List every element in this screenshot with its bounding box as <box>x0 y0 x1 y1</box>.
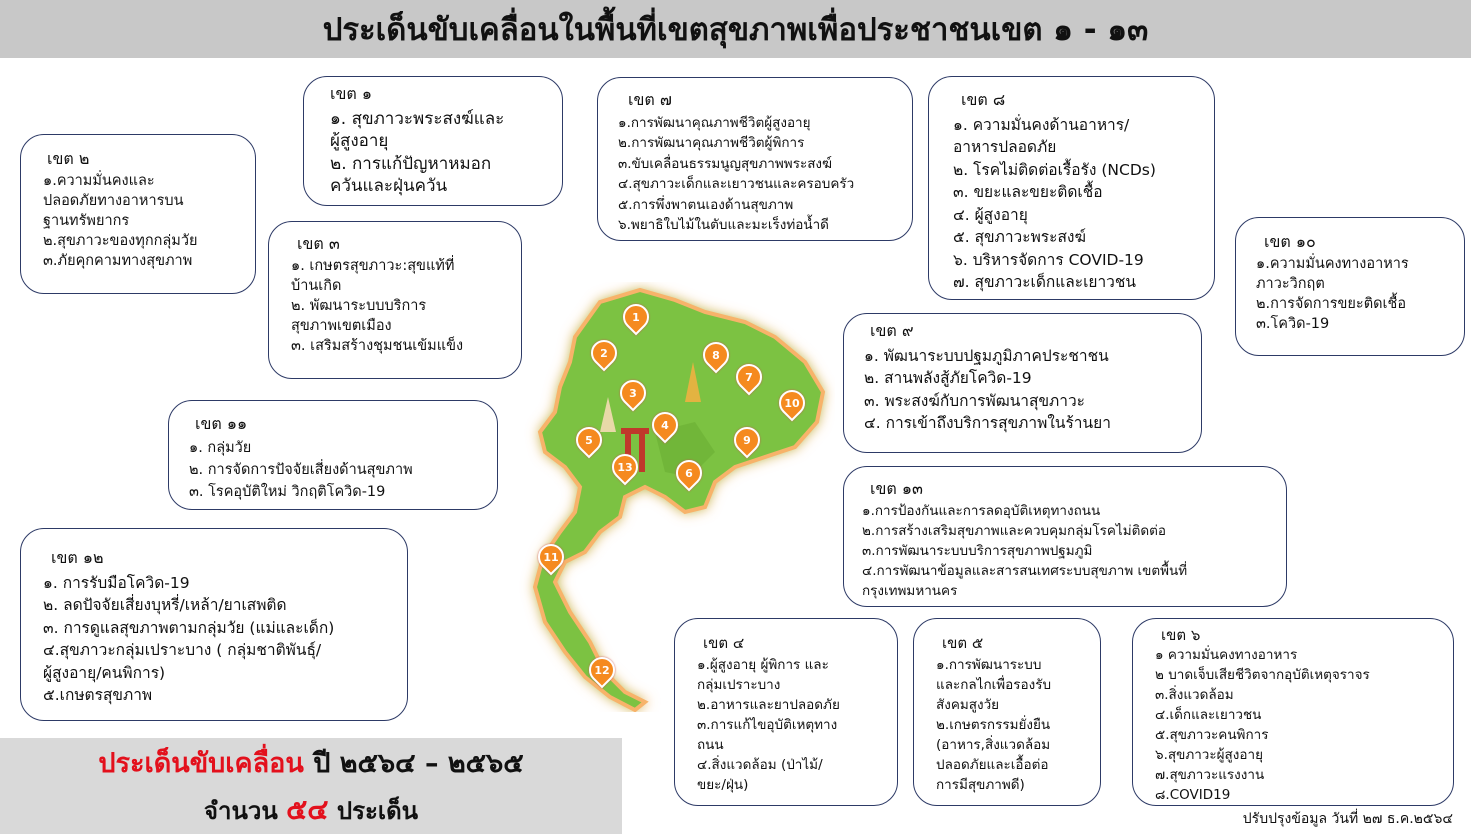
list-item: ๓. การดูแลสุขภาพตามกลุ่มวัย (แม่และเด็ก) <box>43 618 335 637</box>
list-item: ๗. สุขภาวะเด็กและเยาวชน <box>953 273 1136 291</box>
region-heading: เขต ๑๑ <box>195 414 248 433</box>
region-6-box <box>1132 618 1454 806</box>
region-2-box <box>20 134 256 294</box>
region-list <box>864 345 1193 435</box>
region-3-box <box>268 221 522 379</box>
list-item: ๒. ลดปัจจัยเสี่ยงบุหรี่/เหล้า/ยาเสพติด <box>43 596 287 614</box>
list-item: ๒. พัฒนาระบบบริการ สุขภาพเขตเมือง <box>291 298 427 334</box>
list-item: ๑.การพัฒนาคุณภาพชีวิตผู้สูงอายุ <box>618 114 811 131</box>
map-pin-5: 5 <box>571 422 608 459</box>
region-list <box>189 437 489 503</box>
list-item: ๑ ความมั่นคงทางอาหาร <box>1155 647 1298 663</box>
map-pin-8: 8 <box>698 337 735 374</box>
region-heading: เขต ๘ <box>961 90 1006 109</box>
region-9-box <box>843 313 1202 453</box>
region-heading: เขต ๑๓ <box>870 479 923 498</box>
region-heading: เขต ๓ <box>297 234 340 253</box>
list-item: ๓. พระสงฆ์กับการพัฒนาสุขภาวะ <box>864 391 1086 410</box>
updated-note: ปรับปรุงข้อมูล วันที่ ๒๗ ธ.ค.๒๕๖๔ <box>1242 811 1453 827</box>
region-list <box>291 256 513 356</box>
region-12-box <box>20 528 408 721</box>
list-item: ๒.การสร้างเสริมสุขภาพและควบคุมกลุ่มโรคไม่ติดต่อ <box>862 523 1167 539</box>
region-heading: เขต ๔ <box>703 634 745 652</box>
list-item: ๒.สุขภาวะของทุกกลุ่มวัย <box>43 233 198 249</box>
summary-line-1 <box>98 741 523 784</box>
list-item: ๒ บาดเจ็บเสียชีวิตจากอุบัติเหตุจราจร <box>1155 667 1370 683</box>
region-list <box>1256 254 1456 334</box>
summary-box <box>0 738 622 834</box>
list-item: ๖.สุขภาวะผู้สูงอายุ <box>1155 747 1263 763</box>
region-10-box <box>1235 217 1465 356</box>
list-item: ๓.การแก้ไขอุบัติเหตุทาง ถนน <box>697 717 838 753</box>
region-list <box>618 113 904 236</box>
list-item: ๓.ภัยคุกคามทางสุขภาพ <box>43 253 193 269</box>
list-item: ๘.COVID19 <box>1155 787 1231 803</box>
region-heading: เขต ๑๒ <box>51 548 104 567</box>
list-item: ๔.สุขภาวะเด็กและเยาวชนและครอบครัว <box>618 176 855 192</box>
region-list <box>43 572 399 707</box>
list-item: ๕. สุขภาวะพระสงฆ์ <box>953 228 1086 246</box>
list-item: ๒.การจัดการขยะติดเชื้อ <box>1256 296 1407 312</box>
region-heading: เขต ๕ <box>942 634 984 652</box>
list-item: ๒.การพัฒนาคุณภาพชีวิตผู้พิการ <box>618 135 805 151</box>
map-pin-6: 6 <box>671 455 708 492</box>
summary-year: ปี ๒๕๖๔ – ๒๕๖๕ <box>303 747 524 779</box>
summary-highlight: ประเด็นขับเคลื่อน <box>98 747 304 779</box>
map-pin-2: 2 <box>586 335 623 372</box>
region-heading: เขต ๗ <box>628 90 672 109</box>
list-item: ๓.ขับเคลื่อนธรรมนูญสุขภาพพระสงฆ์ <box>618 155 833 172</box>
list-item: ๔. ผู้สูงอายุ <box>953 205 1028 224</box>
region-5-box <box>913 618 1101 806</box>
region-heading: เขต ๑ <box>330 84 373 103</box>
list-item: ๓.สิ่งแวดล้อม <box>1155 687 1234 703</box>
list-item: ๑. การรับมือโควิด-19 <box>43 573 190 592</box>
list-item: ๗.สุขภาวะแรงงาน <box>1155 767 1265 783</box>
region-heading: เขต ๙ <box>870 321 914 340</box>
list-item: ๒. โรคไม่ติดต่อเรื้อรัง (NCDs) <box>953 160 1156 179</box>
region-list <box>330 108 552 198</box>
region-7-box <box>597 77 913 241</box>
list-item: ๕.เกษตรสุขภาพ <box>43 686 153 704</box>
list-item: ๑.การพัฒนาระบบ และกลไกเพื่อรองรับ สังคมสูงวัย <box>936 657 1052 713</box>
summary-count-unit: ประเด็น <box>328 796 419 825</box>
map-pin-7: 7 <box>731 359 768 396</box>
list-item: ๑.การป้องกันและการลดอุบัติเหตุทางถนน <box>862 503 1101 519</box>
list-item: ๒. สานพลังสู้ภัยโควิด-19 <box>864 369 1032 387</box>
list-item: ๖.พยาธิใบไม้ในตับและมะเร็งท่อน้ำดี <box>618 217 829 233</box>
region-heading: เขต ๖ <box>1161 626 1201 644</box>
region-1-box <box>303 76 563 206</box>
list-item: ๒. การจัดการปัจจัยเสี่ยงด้านสุขภาพ <box>189 462 413 478</box>
list-item: ๓.การพัฒนาระบบบริการสุขภาพปฐมภูมิ <box>862 543 1093 559</box>
region-13-box <box>843 466 1287 607</box>
list-item: ๑. สุขภาวะพระสงฆ์และ ผู้สูงอายุ <box>330 108 505 151</box>
list-item: ๑.ความมั่นคงและ ปลอดภัยทางอาหารบน ฐานทรัพยากร <box>43 173 184 229</box>
list-item: ๒.เกษตรกรรมยั่งยืน (อาหาร,สิ่งแวดล้อม ปลอดภัยและเอื้อต่อ การมีสุขภาพดี) <box>936 717 1051 793</box>
region-11-box <box>168 400 498 510</box>
list-item: ๔.สุขภาวะกลุ่มเปราะบาง ( กลุ่มชาติพันธุ์/ ผู้สูงอายุ/คนพิการ) <box>43 641 322 682</box>
list-item: ๑. เกษตรสุขภาวะ:สุขแท้ที่ บ้านเกิด <box>291 258 455 294</box>
list-item: ๔.สิ่งแวดล้อม (ป่าไม้/ ขยะ/ฝุ่น) <box>697 757 823 793</box>
region-heading: เขต ๒ <box>47 149 90 168</box>
list-item: ๖. บริหารจัดการ COVID-19 <box>953 250 1144 269</box>
region-list <box>43 171 247 271</box>
map-pin-13: 13 <box>607 449 644 486</box>
region-list <box>936 655 1094 795</box>
list-item: ๑.ผู้สูงอายุ ผู้พิการ และ กลุ่มเปราะบาง <box>697 657 829 693</box>
region-heading: เขต ๑๐ <box>1264 232 1316 251</box>
list-item: ๓. เสริมสร้างชุมชนเข้มแข็ง <box>291 338 464 354</box>
page-title: ประเด็นขับเคลื่อนในพื้นที่เขตสุขภาพเพื่อประชาชนเขต ๑ - ๑๓ <box>322 12 1149 48</box>
list-item: ๕.สุขภาวะคนพิการ <box>1155 727 1269 743</box>
list-item: ๑. พัฒนาระบบปฐมภูมิภาคประชาชน <box>864 346 1109 365</box>
summary-count-label: จำนวน <box>203 796 287 825</box>
region-8-box <box>928 76 1215 300</box>
list-item: ๒.อาหารและยาปลอดภัย <box>697 697 840 713</box>
list-item: ๑.ความมั่นคงทางอาหาร ภาวะวิกฤต <box>1256 256 1409 292</box>
list-item: ๓.โควิด-19 <box>1256 316 1330 332</box>
list-item: ๔. การเข้าถึงบริการสุขภาพในร้านยา <box>864 414 1111 432</box>
thailand-map-shape <box>505 282 835 712</box>
list-item: ๕.การพึ่งพาตนเองด้านสุขภาพ <box>618 196 794 213</box>
thailand-map <box>505 282 835 712</box>
list-item: ๓. ขยะและขยะติดเชื้อ <box>953 183 1103 201</box>
summary-count: ๕๔ <box>286 792 329 826</box>
region-list <box>953 114 1206 294</box>
region-list <box>1155 645 1447 805</box>
map-pin-9: 9 <box>729 422 766 459</box>
map-pin-11: 11 <box>533 539 570 576</box>
map-pin-10: 10 <box>774 385 811 422</box>
map-pin-1: 1 <box>618 299 655 336</box>
map-pin-4: 4 <box>647 407 684 444</box>
summary-line-2 <box>204 788 418 832</box>
list-item: ๑. ความมั่นคงด้านอาหาร/ อาหารปลอดภัย <box>953 115 1130 156</box>
region-list <box>862 501 1278 601</box>
list-item: ๒. การแก้ปัญหาหมอก ควันและฝุ่นควัน <box>330 153 492 196</box>
list-item: ๔.การพัฒนาข้อมูลและสารสนเทศระบบสุขภาพ เขตพื้นที่ กรุงเทพมหานคร <box>862 563 1188 599</box>
map-pin-3: 3 <box>615 375 652 412</box>
list-item: ๓. โรคอุบัติใหม่ วิกฤติโควิด-19 <box>189 484 386 500</box>
map-pin-12: 12 <box>584 652 621 689</box>
list-item: ๑. กลุ่มวัย <box>189 440 252 456</box>
title-bar <box>0 0 1471 58</box>
list-item: ๔.เด็กและเยาวชน <box>1155 707 1262 723</box>
